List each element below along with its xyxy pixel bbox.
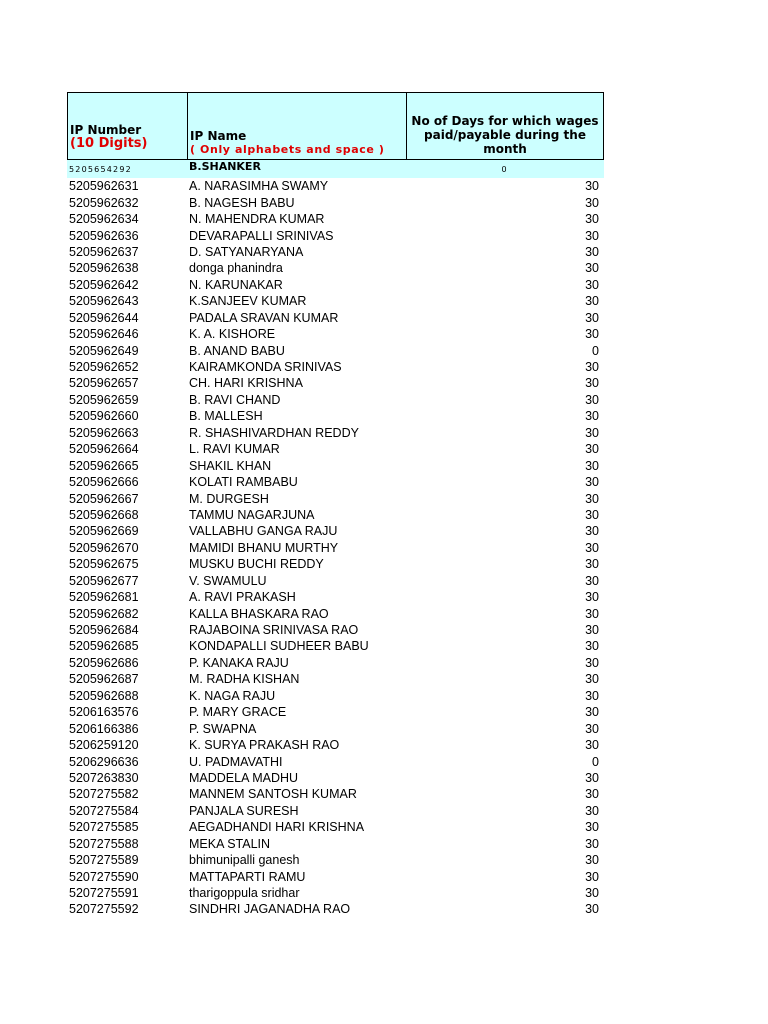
ip-number-cell[interactable]: 5205962686 [69, 655, 139, 670]
ip-name-cell[interactable]: P. SWAPNA [189, 721, 257, 736]
table-row [67, 441, 604, 457]
ip-name-cell[interactable]: PANJALA SURESH [189, 803, 299, 818]
days-cell[interactable]: 30 [585, 557, 599, 572]
days-cell[interactable]: 30 [585, 458, 599, 473]
table-row [67, 277, 604, 293]
table-row [67, 556, 604, 572]
ip-number-cell[interactable]: 5205962644 [69, 310, 139, 325]
table-row [67, 260, 604, 276]
ip-name-cell[interactable]: CH. HARI KRISHNA [189, 376, 303, 391]
ip-number-cell[interactable]: 5205962667 [69, 491, 139, 506]
ip-name-cell[interactable]: VALLABHU GANGA RAJU [189, 524, 338, 539]
days-cell[interactable]: 30 [585, 442, 599, 457]
ip-name-cell[interactable]: B. MALLESH [189, 409, 263, 424]
table-row [67, 720, 604, 736]
days-cell[interactable]: 30 [585, 376, 599, 391]
ip-name-cell[interactable]: MEKA STALIN [189, 836, 271, 851]
sample-days[interactable]: 0 [501, 164, 507, 174]
days-cell[interactable]: 30 [585, 623, 599, 638]
table-row [67, 901, 604, 917]
table-row [67, 326, 604, 342]
ip-name-cell[interactable]: D. SATYANARYANA [189, 244, 304, 259]
ip-name-cell[interactable]: B. NAGESH BABU [189, 195, 295, 210]
ip-number-cell[interactable]: 5205962659 [69, 392, 139, 407]
table-row [67, 852, 604, 868]
table-row [67, 819, 604, 835]
ip-number-cell[interactable]: 5206163576 [69, 705, 139, 720]
days-cell[interactable]: 30 [585, 672, 599, 687]
table-row [67, 803, 604, 819]
ip-name-cell[interactable]: N. MAHENDRA KUMAR [189, 212, 325, 227]
table-row [67, 211, 604, 227]
days-cell[interactable]: 30 [585, 491, 599, 506]
ip-number-cell[interactable]: 5207275592 [69, 902, 139, 917]
ip-number-cell[interactable]: 5207275588 [69, 836, 139, 851]
table-row [67, 227, 604, 243]
sample-ip-name[interactable]: B.SHANKER [189, 160, 261, 173]
ip-number-cell[interactable]: 5207275590 [69, 869, 139, 884]
table-row [67, 194, 604, 210]
table-row [67, 671, 604, 687]
ip-number-cell[interactable]: 5207275591 [69, 886, 139, 901]
ip-number-cell[interactable]: 5205962657 [69, 376, 139, 391]
table-row [67, 359, 604, 375]
days-cell[interactable]: 30 [585, 392, 599, 407]
table-row [67, 507, 604, 523]
days-cell[interactable]: 30 [585, 655, 599, 670]
ip-name-cell[interactable]: MANNEM SANTOSH KUMAR [189, 787, 357, 802]
ip-name-cell[interactable]: KOLATI RAMBABU [189, 475, 298, 490]
ip-name-cell[interactable]: P. MARY GRACE [189, 705, 287, 720]
ip-name-cell[interactable]: KONDAPALLI SUDHEER BABU [189, 639, 369, 654]
days-cell[interactable]: 30 [585, 425, 599, 440]
days-cell[interactable]: 30 [585, 803, 599, 818]
days-cell[interactable]: 30 [585, 195, 599, 210]
days-cell[interactable]: 30 [585, 869, 599, 884]
ip-name-cell[interactable]: MADDELA MADHU [189, 770, 299, 785]
ip-number-cell[interactable]: 5206166386 [69, 721, 139, 736]
ip-name-cell[interactable]: A. NARASIMHA SWAMY [189, 179, 329, 194]
table-row [67, 425, 604, 441]
ip-number-cell[interactable]: 5205962660 [69, 409, 139, 424]
table-row [67, 868, 604, 884]
ip-number-cell[interactable]: 5205962668 [69, 507, 139, 522]
table-row [67, 605, 604, 621]
days-cell[interactable]: 30 [585, 507, 599, 522]
days-cell[interactable]: 0 [592, 343, 599, 358]
ip-number-cell[interactable]: 5205962638 [69, 261, 139, 276]
ip-number-cell[interactable]: 5205962631 [69, 179, 139, 194]
days-cell[interactable]: 30 [585, 573, 599, 588]
ip-name-cell[interactable]: PADALA SRAVAN KUMAR [189, 310, 339, 325]
days-cell[interactable]: 30 [585, 721, 599, 736]
table-row [67, 786, 604, 802]
ip-name-cell[interactable]: N. KARUNAKAR [189, 277, 283, 292]
days-cell[interactable]: 30 [585, 360, 599, 375]
ip-number-cell[interactable]: 5207275585 [69, 820, 139, 835]
ip-number-hint-open: ( [70, 136, 76, 151]
ip-number-cell[interactable]: 5205962681 [69, 590, 139, 605]
ip-name-header[interactable] [188, 93, 407, 159]
days-cell[interactable]: 30 [585, 688, 599, 703]
days-cell[interactable]: 30 [585, 244, 599, 259]
ip-number-cell[interactable]: 5205962684 [69, 623, 139, 638]
days-cell[interactable]: 30 [585, 902, 599, 917]
table-row [67, 638, 604, 654]
ip-number-cell[interactable]: 5205962663 [69, 425, 139, 440]
ip-name-label: IP Name [190, 129, 247, 143]
days-cell[interactable]: 30 [585, 639, 599, 654]
ip-name-cell[interactable]: MAMIDI BHANU MURTHY [189, 540, 339, 555]
ip-name-cell[interactable]: DEVARAPALLI SRINIVAS [189, 228, 334, 243]
ip-number-cell[interactable]: 5205962646 [69, 327, 139, 342]
ip-name-cell[interactable]: KAIRAMKONDA SRINIVAS [189, 360, 342, 375]
days-cell[interactable]: 30 [585, 820, 599, 835]
ip-name-cell[interactable]: L. RAVI KUMAR [189, 442, 280, 457]
ip-number-hint-close: ) [141, 136, 148, 151]
ip-name-cell[interactable]: A. RAVI PRAKASH [189, 590, 296, 605]
days-cell[interactable]: 30 [585, 327, 599, 342]
days-cell[interactable]: 30 [585, 212, 599, 227]
days-cell[interactable]: 30 [585, 409, 599, 424]
table-row [67, 392, 604, 408]
days-cell[interactable]: 30 [585, 590, 599, 605]
ip-number-cell[interactable]: 5205962670 [69, 540, 139, 555]
ip-number-cell[interactable]: 5205962642 [69, 277, 139, 292]
days-cell[interactable]: 30 [585, 524, 599, 539]
table-row [67, 622, 604, 638]
ip-number-cell[interactable]: 5205962636 [69, 228, 139, 243]
table-row [67, 310, 604, 326]
days-cell[interactable]: 30 [585, 277, 599, 292]
days-label: No of Days for which wages paid/payable during the month [411, 114, 599, 156]
table-row [67, 836, 604, 852]
data-rows [67, 178, 604, 918]
ip-number-cell[interactable]: 5205962669 [69, 524, 139, 539]
ip-number-cell[interactable]: 5205962643 [69, 294, 139, 309]
days-cell[interactable]: 30 [585, 886, 599, 901]
ip-name-cell[interactable]: KALLA BHASKARA RAO [189, 606, 329, 621]
table-row [67, 885, 604, 901]
days-cell[interactable]: 30 [585, 475, 599, 490]
table-row [67, 293, 604, 309]
days-cell[interactable]: 30 [585, 770, 599, 785]
ip-name-cell[interactable]: TAMMU NAGARJUNA [189, 507, 315, 522]
ip-number-cell[interactable]: 5207275589 [69, 853, 139, 868]
table-row [67, 342, 604, 358]
days-cell[interactable]: 30 [585, 853, 599, 868]
ip-number-cell[interactable]: 5207263830 [69, 770, 139, 785]
table-row [67, 474, 604, 490]
table-row [67, 540, 604, 556]
days-cell[interactable]: 30 [585, 705, 599, 720]
ip-name-cell[interactable]: MATTAPARTI RAMU [189, 869, 306, 884]
ip-number-cell[interactable]: 5206296636 [69, 754, 139, 769]
table-row [67, 688, 604, 704]
ip-number-cell[interactable]: 5205962682 [69, 606, 139, 621]
table-row [67, 573, 604, 589]
ip-number-label: IP Number [70, 123, 142, 137]
ip-number-cell[interactable]: 5205962652 [69, 360, 139, 375]
days-cell[interactable]: 30 [585, 787, 599, 802]
ip-name-cell[interactable]: K. NAGA RAJU [189, 688, 276, 703]
ip-number-cell[interactable]: 5205962685 [69, 639, 139, 654]
table-row [67, 770, 604, 786]
ip-name-cell[interactable]: K. SURYA PRAKASH RAO [189, 738, 340, 753]
ip-name-cell[interactable]: RAJABOINA SRINIVASA RAO [189, 623, 359, 638]
ip-number-cell[interactable]: 5205962664 [69, 442, 139, 457]
ip-name-cell[interactable]: R. SHASHIVARDHAN REDDY [189, 425, 359, 440]
days-cell[interactable]: 30 [585, 261, 599, 276]
ip-number-cell[interactable]: 5205962634 [69, 212, 139, 227]
days-cell[interactable]: 30 [585, 179, 599, 194]
table-row [67, 178, 604, 194]
table-row [67, 655, 604, 671]
ip-number-cell[interactable]: 5205962666 [69, 475, 139, 490]
table-row [67, 375, 604, 391]
ip-name-hint: ( Only alphabets and space ) [190, 143, 385, 156]
days-cell[interactable]: 30 [585, 228, 599, 243]
ip-name-cell[interactable]: SHAKIL KHAN [189, 458, 272, 473]
table-row [67, 589, 604, 605]
ip-name-cell[interactable]: MUSKU BUCHI REDDY [189, 557, 324, 572]
table-row [67, 737, 604, 753]
table-row [67, 457, 604, 473]
ip-name-cell[interactable]: bhimunipalli ganesh [189, 853, 300, 868]
ip-number-cell[interactable]: 5205962677 [69, 573, 139, 588]
days-cell[interactable]: 30 [585, 310, 599, 325]
ip-number-cell[interactable]: 5205962675 [69, 557, 139, 572]
sample-ip-number[interactable]: 5205654292 [69, 164, 132, 174]
ip-number-hint [70, 137, 187, 151]
ip-number-cell[interactable]: 5205962665 [69, 458, 139, 473]
ip-name-cell[interactable]: M. DURGESH [189, 491, 269, 506]
days-cell[interactable]: 30 [585, 836, 599, 851]
ip-name-cell[interactable]: V. SWAMULU [189, 573, 267, 588]
table-header [67, 92, 604, 160]
table-row [67, 408, 604, 424]
ip-number-cell[interactable]: 5205962649 [69, 343, 139, 358]
ip-number-header[interactable] [68, 93, 188, 159]
ip-name-cell[interactable]: AEGADHANDI HARI KRISHNA [189, 820, 365, 835]
table-row [67, 490, 604, 506]
table-row [67, 704, 604, 720]
table-row [67, 523, 604, 539]
ip-number-hint-bold: 10 Digits [75, 136, 142, 151]
ip-number-cell[interactable]: 5205962688 [69, 688, 139, 703]
ip-name-cell[interactable]: K. A. KISHORE [189, 327, 276, 342]
ip-number-cell[interactable]: 5205962632 [69, 195, 139, 210]
days-cell[interactable]: 30 [585, 606, 599, 621]
table-row [67, 244, 604, 260]
ip-number-cell[interactable]: 5207275584 [69, 803, 139, 818]
days-cell[interactable]: 30 [585, 540, 599, 555]
days-header[interactable] [407, 93, 603, 159]
table-row [67, 753, 604, 769]
ip-name-cell[interactable]: M. RADHA KISHAN [189, 672, 300, 687]
ip-number-cell[interactable]: 5205962687 [69, 672, 139, 687]
ip-name-cell[interactable]: B. ANAND BABU [189, 343, 285, 358]
wages-sheet [67, 92, 604, 918]
ip-name-cell[interactable]: tharigoppula sridhar [189, 886, 300, 901]
days-cell[interactable]: 30 [585, 294, 599, 309]
ip-name-cell[interactable]: U. PADMAVATHI [189, 754, 283, 769]
ip-name-cell[interactable]: B. RAVI CHAND [189, 392, 281, 407]
ip-name-cell[interactable]: donga phanindra [189, 261, 283, 276]
days-cell[interactable]: 0 [592, 754, 599, 769]
ip-name-cell[interactable]: P. KANAKA RAJU [189, 655, 289, 670]
ip-name-cell[interactable]: SINDHRI JAGANADHA RAO [189, 902, 351, 917]
ip-number-cell[interactable]: 5205962637 [69, 244, 139, 259]
ip-number-cell[interactable]: 5207275582 [69, 787, 139, 802]
ip-name-cell[interactable]: K.SANJEEV KUMAR [189, 294, 307, 309]
days-cell[interactable]: 30 [585, 738, 599, 753]
sample-row [67, 160, 604, 178]
ip-number-cell[interactable]: 5206259120 [69, 738, 139, 753]
